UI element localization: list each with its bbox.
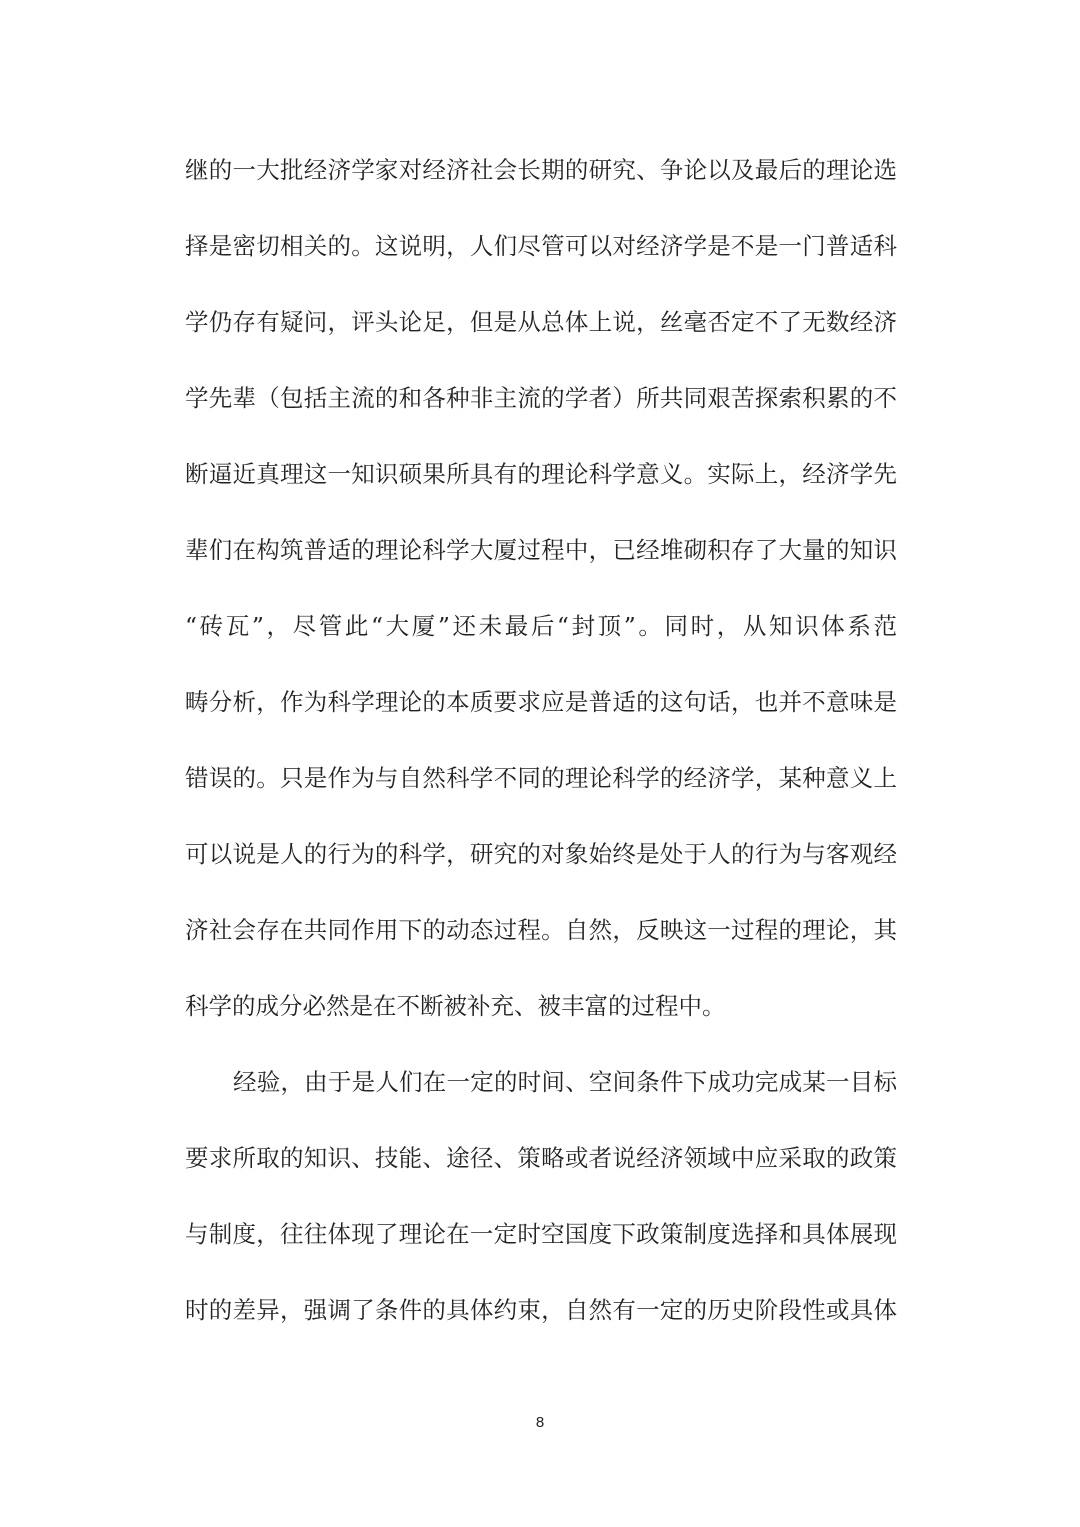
paragraph-1-line-9: 错误的。只是作为与自然科学不同的理论科学的经济学，某种意义上 [185,764,897,792]
paragraph-1-line-12: 科学的成分必然是在不断被补充、被丰富的过程中。 [185,992,726,1020]
paragraph-1-line-8: 畴分析，作为科学理论的本质要求应是普适的这句话，也并不意味是 [185,688,897,716]
paragraph-2-line-3: 与制度，往往体现了理论在一定时空国度下政策制度选择和具体展现 [185,1220,897,1248]
paragraph-1-line-6: 辈们在构筑普适的理论科学大厦过程中，已经堆砌积存了大量的知识 [185,536,897,564]
paragraph-2-line-1: 经验，由于是人们在一定的时间、空间条件下成功完成某一目标 [233,1068,897,1096]
paragraph-1-line-10: 可以说是人的行为的科学，研究的对象始终是处于人的行为与客观经 [185,840,897,868]
paragraph-1-line-2: 择是密切相关的。这说明，人们尽管可以对经济学是不是一门普适科 [185,232,897,260]
paragraph-2-line-4: 时的差异，强调了条件的具体约束，自然有一定的历史阶段性或具体 [185,1296,897,1324]
paragraph-1-line-7: “砖瓦”，尽管此“大厦”还未最后“封顶”。同时，从知识体系范 [185,612,897,640]
paragraph-1-line-4: 学先辈（包括主流的和各种非主流的学者）所共同艰苦探索积累的不 [185,384,897,412]
paragraph-1-line-3: 学仍存有疑问，评头论足，但是从总体上说，丝毫否定不了无数经济 [185,308,897,336]
paragraph-1-line-1: 继的一大批经济学家对经济社会长期的研究、争论以及最后的理论选 [185,156,897,184]
paragraph-1-line-5: 断逼近真理这一知识硕果所具有的理论科学意义。实际上，经济学先 [185,460,897,488]
page-number: 8 [535,1414,545,1431]
paragraph-2-line-2: 要求所取的知识、技能、途径、策略或者说经济领域中应采取的政策 [185,1144,897,1172]
paragraph-1-line-11: 济社会存在共同作用下的动态过程。自然，反映这一过程的理论，其 [185,916,897,944]
